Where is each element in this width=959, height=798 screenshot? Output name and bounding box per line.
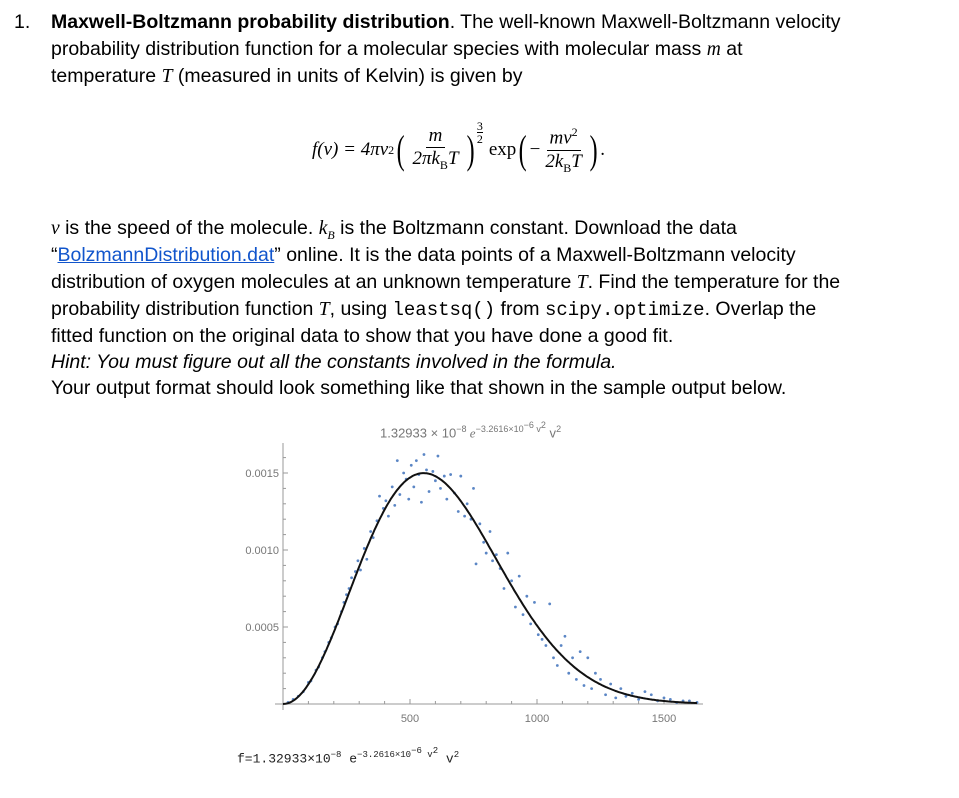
data-point xyxy=(466,502,469,505)
data-point xyxy=(475,562,478,565)
data-point xyxy=(650,693,653,696)
data-point xyxy=(537,633,540,636)
data-point xyxy=(384,499,387,502)
paragraph-line-3: distribution of oxygen molecules at an unknown temperature T. Find the temperature for the xyxy=(51,271,841,293)
data-point xyxy=(541,638,544,641)
data-point xyxy=(423,453,426,456)
fit-curve xyxy=(283,473,697,704)
data-point xyxy=(522,613,525,616)
data-point xyxy=(506,552,509,555)
data-point xyxy=(518,575,521,578)
data-point xyxy=(495,553,498,556)
fit-result-label: $f=1.32933\times 10^{-8}$ $e^{-3.2616\times 10^{-6} v^2}$ $v^2$ xyxy=(237,746,460,767)
data-point xyxy=(583,684,586,687)
paragraph-line-7: Your output format should look something like that shown in the sample output below. xyxy=(51,377,787,399)
data-point xyxy=(434,479,437,482)
data-point xyxy=(510,579,513,582)
y-tick-label: 0.0010 xyxy=(245,545,279,557)
maxwell-boltzmann-formula: f(v) = 4πv 2 ( $\frac{m}{2\pi k_BT}$ ) 3 2 exp ( − $\frac{mv^2}{2k_BT}$ ) . xyxy=(312,118,605,182)
data-point xyxy=(457,510,460,513)
data-point xyxy=(359,569,362,572)
data-point xyxy=(489,530,492,533)
paragraph-line-1: v is the speed of the molecule. $k_B$ is the Boltzmann constant. Download the data xyxy=(51,217,737,242)
data-point xyxy=(594,672,597,675)
x-tick-label: 1500 xyxy=(651,713,677,725)
data-point xyxy=(533,601,536,604)
data-point xyxy=(420,501,423,504)
data-point xyxy=(415,459,418,462)
data-point xyxy=(631,692,634,695)
data-point xyxy=(599,678,602,681)
x-tick-label: 500 xyxy=(400,713,420,725)
data-point xyxy=(391,485,394,488)
paragraph-line-2: “BolzmannDistribution.dat” online. It is the data points of a Maxwell-Boltzmann velocity xyxy=(51,244,796,266)
problem-number: 1. xyxy=(14,11,31,33)
data-point xyxy=(472,487,475,490)
data-point xyxy=(459,475,462,478)
data-point xyxy=(396,459,399,462)
data-point xyxy=(503,587,506,590)
exponent-three-halves: 3 2 xyxy=(476,119,483,146)
data-point xyxy=(604,693,607,696)
data-point xyxy=(609,683,612,686)
data-point xyxy=(556,664,559,667)
data-point xyxy=(407,498,410,501)
paragraph-line-4: probability distribution function T, using leastsq() from scipy.optimize. Overlap the xyxy=(51,298,817,321)
data-point xyxy=(449,473,452,476)
problem-line-3: temperature T (measured in units of Kelvin) is given by xyxy=(51,65,523,87)
data-point xyxy=(575,678,578,681)
data-point xyxy=(478,522,481,525)
data-point xyxy=(485,552,488,555)
problem-line-1: Maxwell-Boltzmann probability distribution. The well-known Maxwell-Boltzmann velocity xyxy=(51,11,841,33)
data-point xyxy=(567,672,570,675)
data-file-link[interactable]: BolzmannDistribution.dat xyxy=(57,244,275,266)
data-point xyxy=(357,559,360,562)
fraction-1: $\frac{m}{2\pi k_BT}$ xyxy=(412,124,459,172)
y-tick-label: 0.0005 xyxy=(245,622,279,634)
data-point xyxy=(398,493,401,496)
data-point xyxy=(393,504,396,507)
data-point xyxy=(590,687,593,690)
data-point xyxy=(365,558,368,561)
data-point xyxy=(428,490,431,493)
data-point xyxy=(445,498,448,501)
data-point xyxy=(350,576,353,579)
data-point xyxy=(412,485,415,488)
data-point xyxy=(514,606,517,609)
data-point xyxy=(437,455,440,458)
data-point xyxy=(425,469,428,472)
data-point xyxy=(619,687,622,690)
data-point xyxy=(614,696,617,699)
y-tick-label: 0.0015 xyxy=(245,468,279,480)
data-point xyxy=(410,464,413,467)
data-point xyxy=(586,656,589,659)
data-point xyxy=(482,541,485,544)
data-point xyxy=(571,656,574,659)
data-point xyxy=(579,650,582,653)
data-point xyxy=(548,603,551,606)
data-point xyxy=(544,644,547,647)
data-point xyxy=(552,656,555,659)
data-point xyxy=(463,515,466,518)
data-point xyxy=(369,530,372,533)
data-point xyxy=(378,495,381,498)
data-point xyxy=(669,698,672,701)
data-point xyxy=(525,595,528,598)
data-point xyxy=(560,644,563,647)
hint: Hint: You must figure out all the constants involved in the formula. xyxy=(51,351,617,373)
fraction-2: $\frac{mv^2}{2k_BT}$ xyxy=(542,121,585,178)
data-point xyxy=(402,472,405,475)
x-tick-label: 1000 xyxy=(524,713,550,725)
chart-title: $1.32933 \times 10^{-8}$ $e^{-3.2616\times 10^{-6} v^2}$ $v^2$ xyxy=(380,420,562,441)
data-point xyxy=(644,690,647,693)
data-point xyxy=(491,559,494,562)
data-point xyxy=(663,696,666,699)
data-point xyxy=(529,623,532,626)
data-point xyxy=(564,635,567,638)
data-point xyxy=(387,515,390,518)
problem-line-2: probability distribution function for a molecular species with molecular mass m at xyxy=(51,38,743,60)
data-point xyxy=(439,487,442,490)
data-point xyxy=(431,470,434,473)
data-point xyxy=(443,475,446,478)
paragraph-line-5: fitted function on the original data to show that you have done a good fit. xyxy=(51,325,674,347)
problem-title: Maxwell-Boltzmann probability distribution xyxy=(51,11,450,33)
